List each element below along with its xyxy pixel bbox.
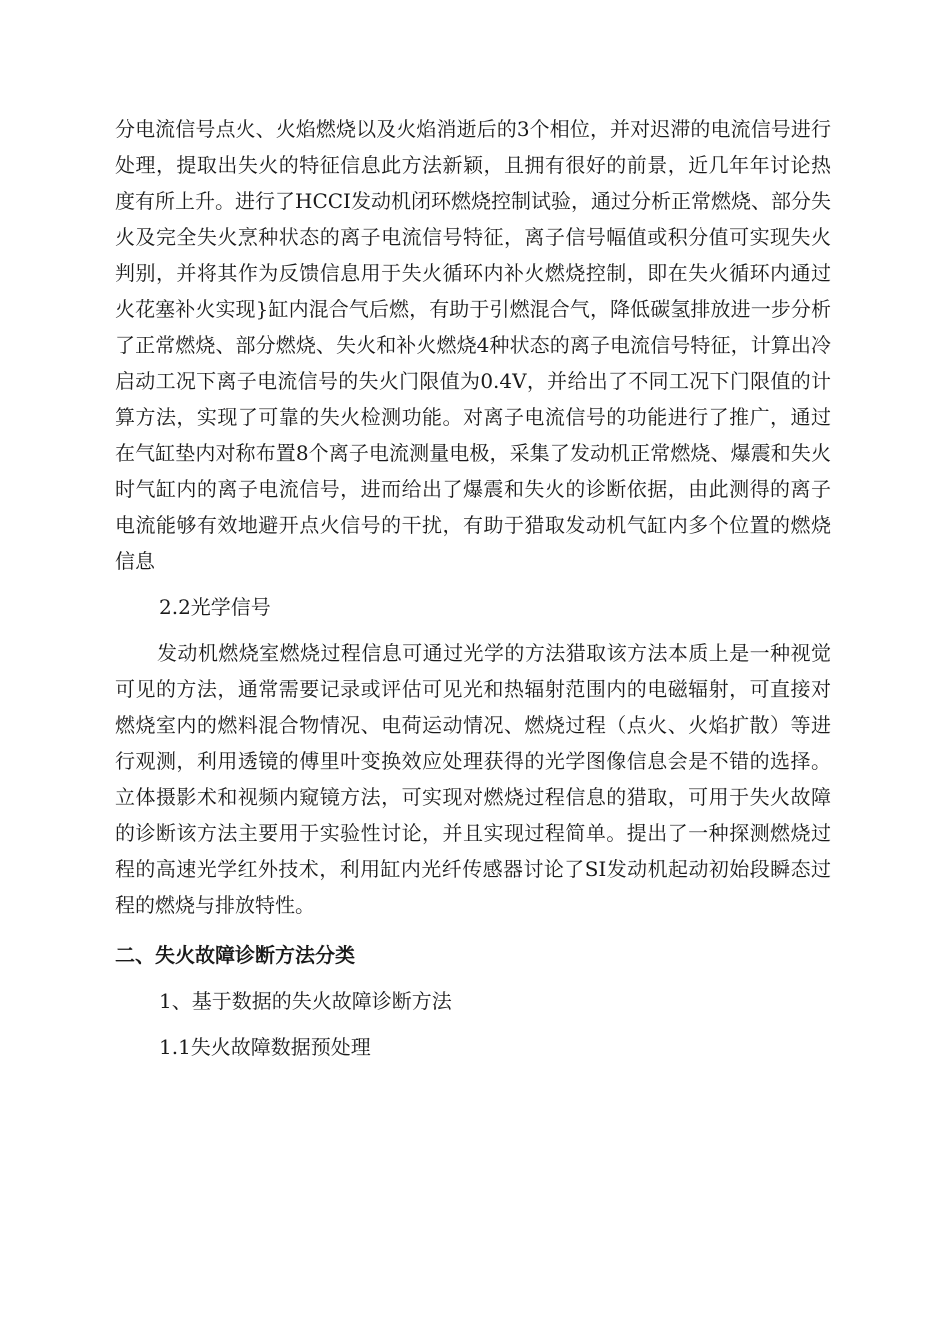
paragraph-ion-current: 分电流信号点火、火焰燃烧以及火焰消逝后的3个相位，并对迟滞的电流信号进行处理，提取出失火的特征信息此方法新颖，且拥有很好的前景，近几年年讨论热度有所上升。进行了HCCI发动机闭环燃烧控制试验，通过分析正常燃烧、部分失火及完全失火烹种状态的离子电流信号特征，离子信号幅值或积分值可实现失火判别，并将其作为反馈信息用于失火循环内补火燃烧控制，即在失火循环内通过火花塞补火实现}缸内混合气后燃，有助于引燃混合气，降低碳氢排放进一步分析了正常燃烧、部分燃烧、失火和补火燃烧4种状态的离子电流信号特征，计算出冷启动工况下离子电流信号的失火门限值为0.4V，并给出了不同工况下门限值的计算方法，实现了可靠的失火检测功能。对离子电流信号的功能进行了推广，通过在气缸垫内对称布置8个离子电流测量电极，采集了发动机正常燃烧、爆震和失火时气缸内的离子电流信号，进而给出了爆震和失火的诊断依据，由此测得的离子电流能够有效地避开点火信号的干扰，有助于猎取发动机气缸内多个位置的燃烧信息: [115, 117, 831, 573]
spacer: [115, 923, 831, 937]
section-1-heading: 1、基于数据的失火故障诊断方法: [159, 989, 452, 1013]
spacer: [115, 625, 831, 635]
spacer: [115, 1019, 831, 1029]
section-1-1-heading: 1.1失火故障数据预处理: [159, 1035, 371, 1059]
spacer: [115, 579, 831, 589]
spacer: [115, 973, 831, 983]
section-2-heading: 二、失火故障诊断方法分类: [115, 943, 355, 967]
document-body: [115, 111, 831, 1065]
section-2-2-heading: 2.2光学信号: [159, 595, 271, 619]
paragraph-optical-signal: 发动机燃烧室燃烧过程信息可通过光学的方法猎取该方法本质上是一种视觉可见的方法，通常需要记录或评估可见光和热辐射范围内的电磁辐射，可直接对燃烧室内的燃料混合物情况、电荷运动情况、燃烧过程（点火、火焰扩散）等进行观测，利用透镜的傅里叶变换效应处理获得的光学图像信息会是不错的选择。立体摄影术和视频内窥镜方法，可实现对燃烧过程信息的猎取，可用于失火故障的诊断该方法主要用于实验性讨论，并且实现过程简单。提出了一种探测燃烧过程的高速光学红外技术，利用缸内光纤传感器讨论了SI发动机起动初始段瞬态过程的燃烧与排放特性。: [115, 641, 831, 917]
